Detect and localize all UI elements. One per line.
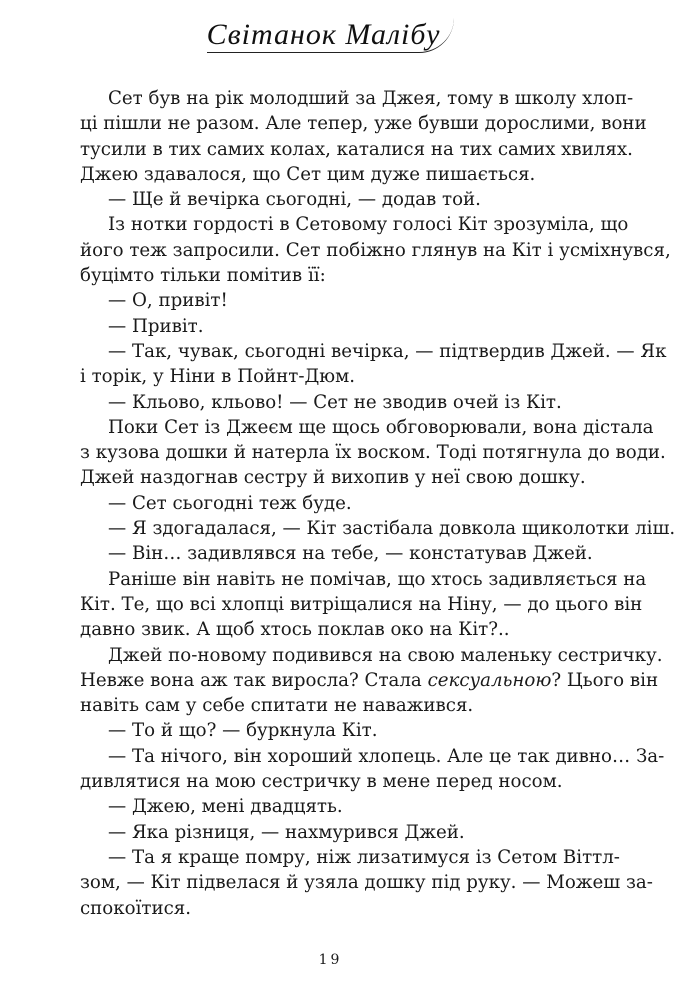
emphasis: сексуальною (427, 669, 552, 691)
text-line: — Кльово, кльово! — Сет не зводив очей із Кіт. (108, 391, 562, 413)
text-line (80, 668, 659, 693)
text-line: тусили в тих самих колах, каталися на тих самих хвилях. (80, 138, 633, 160)
text-line: — Та я краще помру, ніж лизатимуся із Сетом Віттл- (108, 846, 620, 868)
text-line: буцімто тільки помітив її: (80, 265, 326, 287)
text-line: з кузова дошки й натерла їх воском. Тоді потягнула до води. (80, 442, 666, 464)
text-line: Джей по-новому подивився на свою маленьку сестричку. (108, 644, 663, 666)
text-line: — Я здогадалася, — Кіт застібала довкола щиколотки ліш. (108, 518, 675, 540)
text-line: давно звик. А щоб хтось поклав око на Кіт?.. (80, 619, 510, 641)
text-line: Із нотки гордості в Сетовому голосі Кіт зрозуміла, що (108, 214, 629, 236)
text-line: — Ще й вечірка сьогодні, — додав той. (108, 189, 481, 211)
text-line: Сет був на рік молодший за Джея, тому в школу хлоп- (108, 88, 634, 109)
text-line: зом, — Кіт підвелася й узяла дошку під руку. — Можеш за- (80, 872, 653, 894)
text-line: — Він… задивлявся на тебе, — констатував Джей. (108, 543, 593, 565)
text-line: Раніше він навіть не помічав, що хтось задивляється на (108, 568, 647, 590)
text-line: — Джею, мені двадцять. (108, 796, 343, 818)
text-segment: ? Цього він (551, 669, 659, 691)
body-text (80, 86, 675, 921)
text-line: Джей наздогнав сестру й вихопив у неї свою дошку. (80, 467, 586, 489)
text-line: — Сет сьогодні теж буде. (108, 492, 352, 514)
text-line: — Привіт. (108, 315, 204, 337)
text-line: дивлятися на мою сестричку в мене перед носом. (80, 771, 563, 793)
running-title: Світанок Малібу (207, 18, 455, 53)
text-line: його теж запросили. Сет побіжно глянув на Кіт і усміхнувся, (80, 239, 671, 261)
text-line: — То й що? — буркнула Кіт. (108, 720, 378, 742)
running-header (0, 18, 661, 53)
text-line: навіть сам у себе спитати не наважився. (80, 695, 474, 717)
text-line: — Та нічого, він хороший хлопець. Але це так дивно… За- (108, 745, 665, 767)
text-line: — Яка різниця, — нахмурився Джей. (108, 821, 465, 843)
text-line: Поки Сет із Джеєм ще щось обговорювали, вона дістала (108, 416, 654, 438)
text-line: ці пішли не разом. Але тепер, уже бувши дорослими, вони (80, 113, 647, 135)
text-line: і торік, у Ніни в Пойнт-Дюм. (80, 366, 356, 388)
text-line: — О, привіт! (108, 290, 228, 312)
text-line: — Так, чувак, сьогодні вечірка, — підтвердив Джей. — Як (108, 340, 667, 362)
text-line: Кіт. Те, що всі хлопці витріщалися на Ніну, — до цього він (80, 593, 643, 615)
page-number: 19 (318, 952, 343, 968)
text-segment: Невже вона аж так виросла? Стала (80, 669, 428, 691)
text-line: Джею здавалося, що Сет цим дуже пишається. (80, 163, 536, 185)
text-line: спокоїтися. (80, 897, 192, 919)
